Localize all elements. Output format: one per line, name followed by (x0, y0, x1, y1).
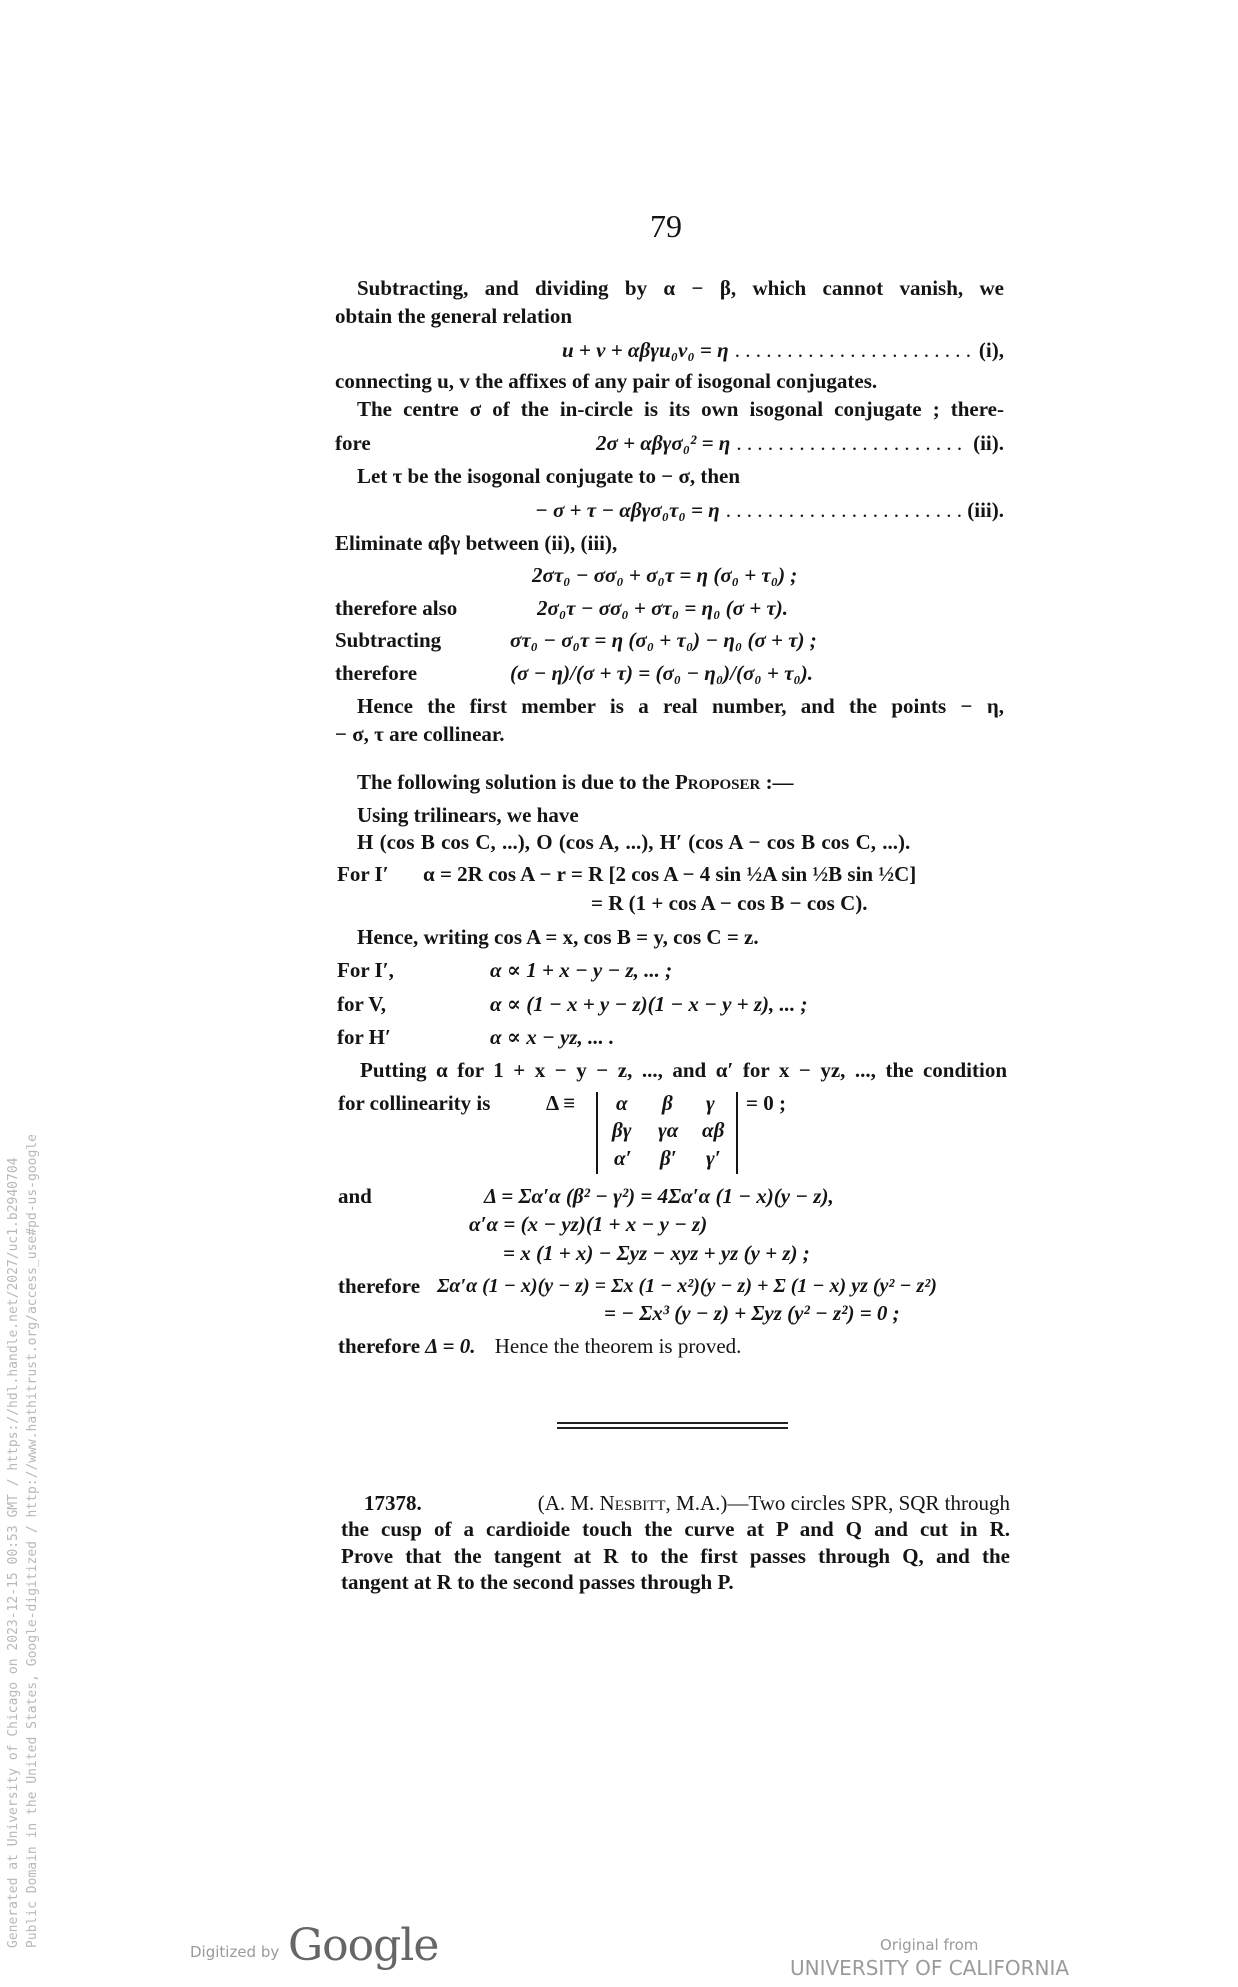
text-label: For I′, (337, 958, 394, 982)
text-label: therefore (335, 661, 418, 685)
dot-leader (736, 429, 967, 457)
equation: α ∝ 1 + x − y − z, ... ; (490, 958, 673, 982)
text: The following solution is due to the (357, 770, 670, 794)
equation: u + v + αβγu₀v₀ = η (562, 338, 729, 362)
text-label: fore (335, 431, 371, 455)
text-label: for H′ (337, 1025, 391, 1049)
delta-definition: Δ ≡ (546, 1091, 576, 1115)
matrix-cell: γ (706, 1091, 715, 1115)
section-divider (557, 1427, 788, 1429)
text: Hence the theorem is proved. (494, 1334, 742, 1358)
equation: α = 2R cos A − r = R [2 cos A − 4 sin ½A sin ½B sin ½C] (423, 862, 917, 886)
text-label: for V, (337, 992, 387, 1016)
section-divider (557, 1422, 788, 1424)
matrix-cell: β′ (660, 1146, 677, 1170)
text-line: Subtracting, and dividing by α − β, which cannot vanish, we (357, 276, 1004, 300)
dot-leader (735, 336, 973, 364)
problem-heading (364, 1489, 1010, 1517)
matrix-cell: α (616, 1091, 628, 1115)
institution-name: UNIVERSITY OF CALIFORNIA (790, 1956, 1070, 1980)
equation: Δ = 0. (425, 1334, 476, 1358)
text-line: Let τ be the isogonal conjugate to − σ, then (357, 464, 741, 488)
determinant-bar-left (596, 1092, 598, 1174)
equation-tag: (iii). (967, 498, 1004, 522)
equation: στ₀ − σ₀τ = η (σ₀ + τ₀) − η₀ (σ + τ) ; (510, 628, 817, 652)
text-line (338, 1332, 741, 1360)
text-line: obtain the general relation (335, 304, 573, 328)
equation: α ∝ (1 − x + y − z)(1 − x − y + z), ... ; (490, 992, 808, 1016)
determinant-bar-right (736, 1092, 738, 1174)
problem-number: 17378. (364, 1491, 422, 1515)
matrix-cell: βγ (612, 1118, 632, 1142)
text-line: Eliminate αβγ between (ii), (iii), (335, 531, 618, 555)
dot-leader (726, 496, 962, 524)
text-label: for collinearity is (338, 1091, 491, 1115)
equation: α′α = (x − yz)(1 + x − y − z) (469, 1212, 708, 1236)
matrix-cell: γα (658, 1118, 679, 1142)
text-line: tangent at R to the second passes through P. (341, 1570, 734, 1594)
matrix-cell: α′ (614, 1146, 632, 1170)
matrix-cell: γ′ (706, 1146, 721, 1170)
original-from-label: Original from (880, 1936, 979, 1954)
text-label: Subtracting (335, 628, 442, 652)
matrix-equals-zero: = 0 ; (746, 1091, 786, 1115)
equation-tag: (i), (978, 338, 1004, 362)
author-name: Nesbitt (599, 1491, 666, 1515)
equation: − σ + τ − αβγσ₀τ₀ = η (535, 498, 720, 522)
text-line: the cusp of a cardioide touch the curve at P and Q and cut in R. (341, 1517, 1010, 1541)
digitized-by-label: Digitized by (190, 1943, 280, 1961)
text-label: and (338, 1184, 372, 1208)
equation-tag: (ii). (973, 431, 1004, 455)
text-line: Hence the first member is a real number, and the points − η, (357, 694, 1004, 718)
equation-iii (535, 496, 1004, 524)
equation: 2στ₀ − σσ₀ + σ₀τ = η (σ₀ + τ₀) ; (532, 563, 798, 587)
text-line: Hence, writing cos A = x, cos B = y, cos C = z. (357, 925, 759, 949)
proposer-name: Proposer (674, 770, 761, 794)
matrix-cell: β (662, 1091, 673, 1115)
equation: α ∝ x − yz, ... . (490, 1025, 615, 1049)
equation: (σ − η)/(σ + τ) = (σ₀ − η₀)/(σ₀ + τ₀). (510, 661, 813, 685)
text-label: therefore also (335, 596, 458, 620)
text-label: therefore (338, 1274, 421, 1298)
author-prefix: (A. M. (537, 1491, 595, 1515)
text-line: H (cos B cos C, ...), O (cos A, ...), H′ (cos A − cos B cos C, ...). (357, 830, 911, 854)
text-line: Using trilinears, we have (357, 803, 579, 827)
text-line: Prove that the tangent at R to the first passes through Q, and the (341, 1544, 1010, 1568)
problem-text: , M.A.)—Two circles SPR, SQR through (665, 1491, 1010, 1515)
equation: = − Σx³ (y − z) + Σyz (y² − z²) = 0 ; (604, 1301, 900, 1325)
equation: 2σ₀τ − σσ₀ + στ₀ = η₀ (σ + τ). (537, 596, 788, 620)
text: :— (765, 770, 794, 794)
google-logo: Google (288, 1920, 439, 1971)
equation: 2σ + αβγσ₀² = η (596, 431, 731, 455)
text-line: − σ, τ are collinear. (335, 722, 505, 746)
text-label: For I′ (337, 862, 389, 886)
text-line (357, 768, 794, 796)
text-line: connecting u, v the affixes of any pair of isogonal conjugates. (335, 369, 878, 393)
page-number: 79 (650, 208, 682, 244)
text-line: The centre σ of the in-circle is its own isogonal conjugate ; there- (357, 397, 1004, 421)
text-line: Putting α for 1 + x − y − z, ..., and α′ for x − yz, ..., the condition (360, 1058, 1007, 1082)
equation: Σα′α (1 − x)(y − z) = Σx (1 − x²)(y − z) + Σ (1 − x) yz (y² − z²) (437, 1275, 937, 1297)
text-label: therefore (338, 1334, 421, 1358)
equation-i (562, 336, 1004, 364)
equation-ii (596, 429, 1004, 457)
equation: Δ = Σα′α (β² − γ²) = 4Σα′α (1 − x)(y − z), (484, 1184, 834, 1208)
equation: = x (1 + x) − Σyz − xyz + yz (y + z) ; (503, 1241, 810, 1265)
matrix-cell: αβ (702, 1118, 725, 1142)
watermark-line: Generated at University of Chicago on 2023-12-15 00:53 GMT / https://hdl.handle.net/2027/uc1.b2940704 (6, 1157, 21, 1948)
equation: = R (1 + cos A − cos B − cos C). (591, 891, 868, 915)
watermark-line: Public Domain in the United States, Google-digitized / http://www.hathitrust.org/access_use#pd-us-google (25, 1134, 40, 1948)
